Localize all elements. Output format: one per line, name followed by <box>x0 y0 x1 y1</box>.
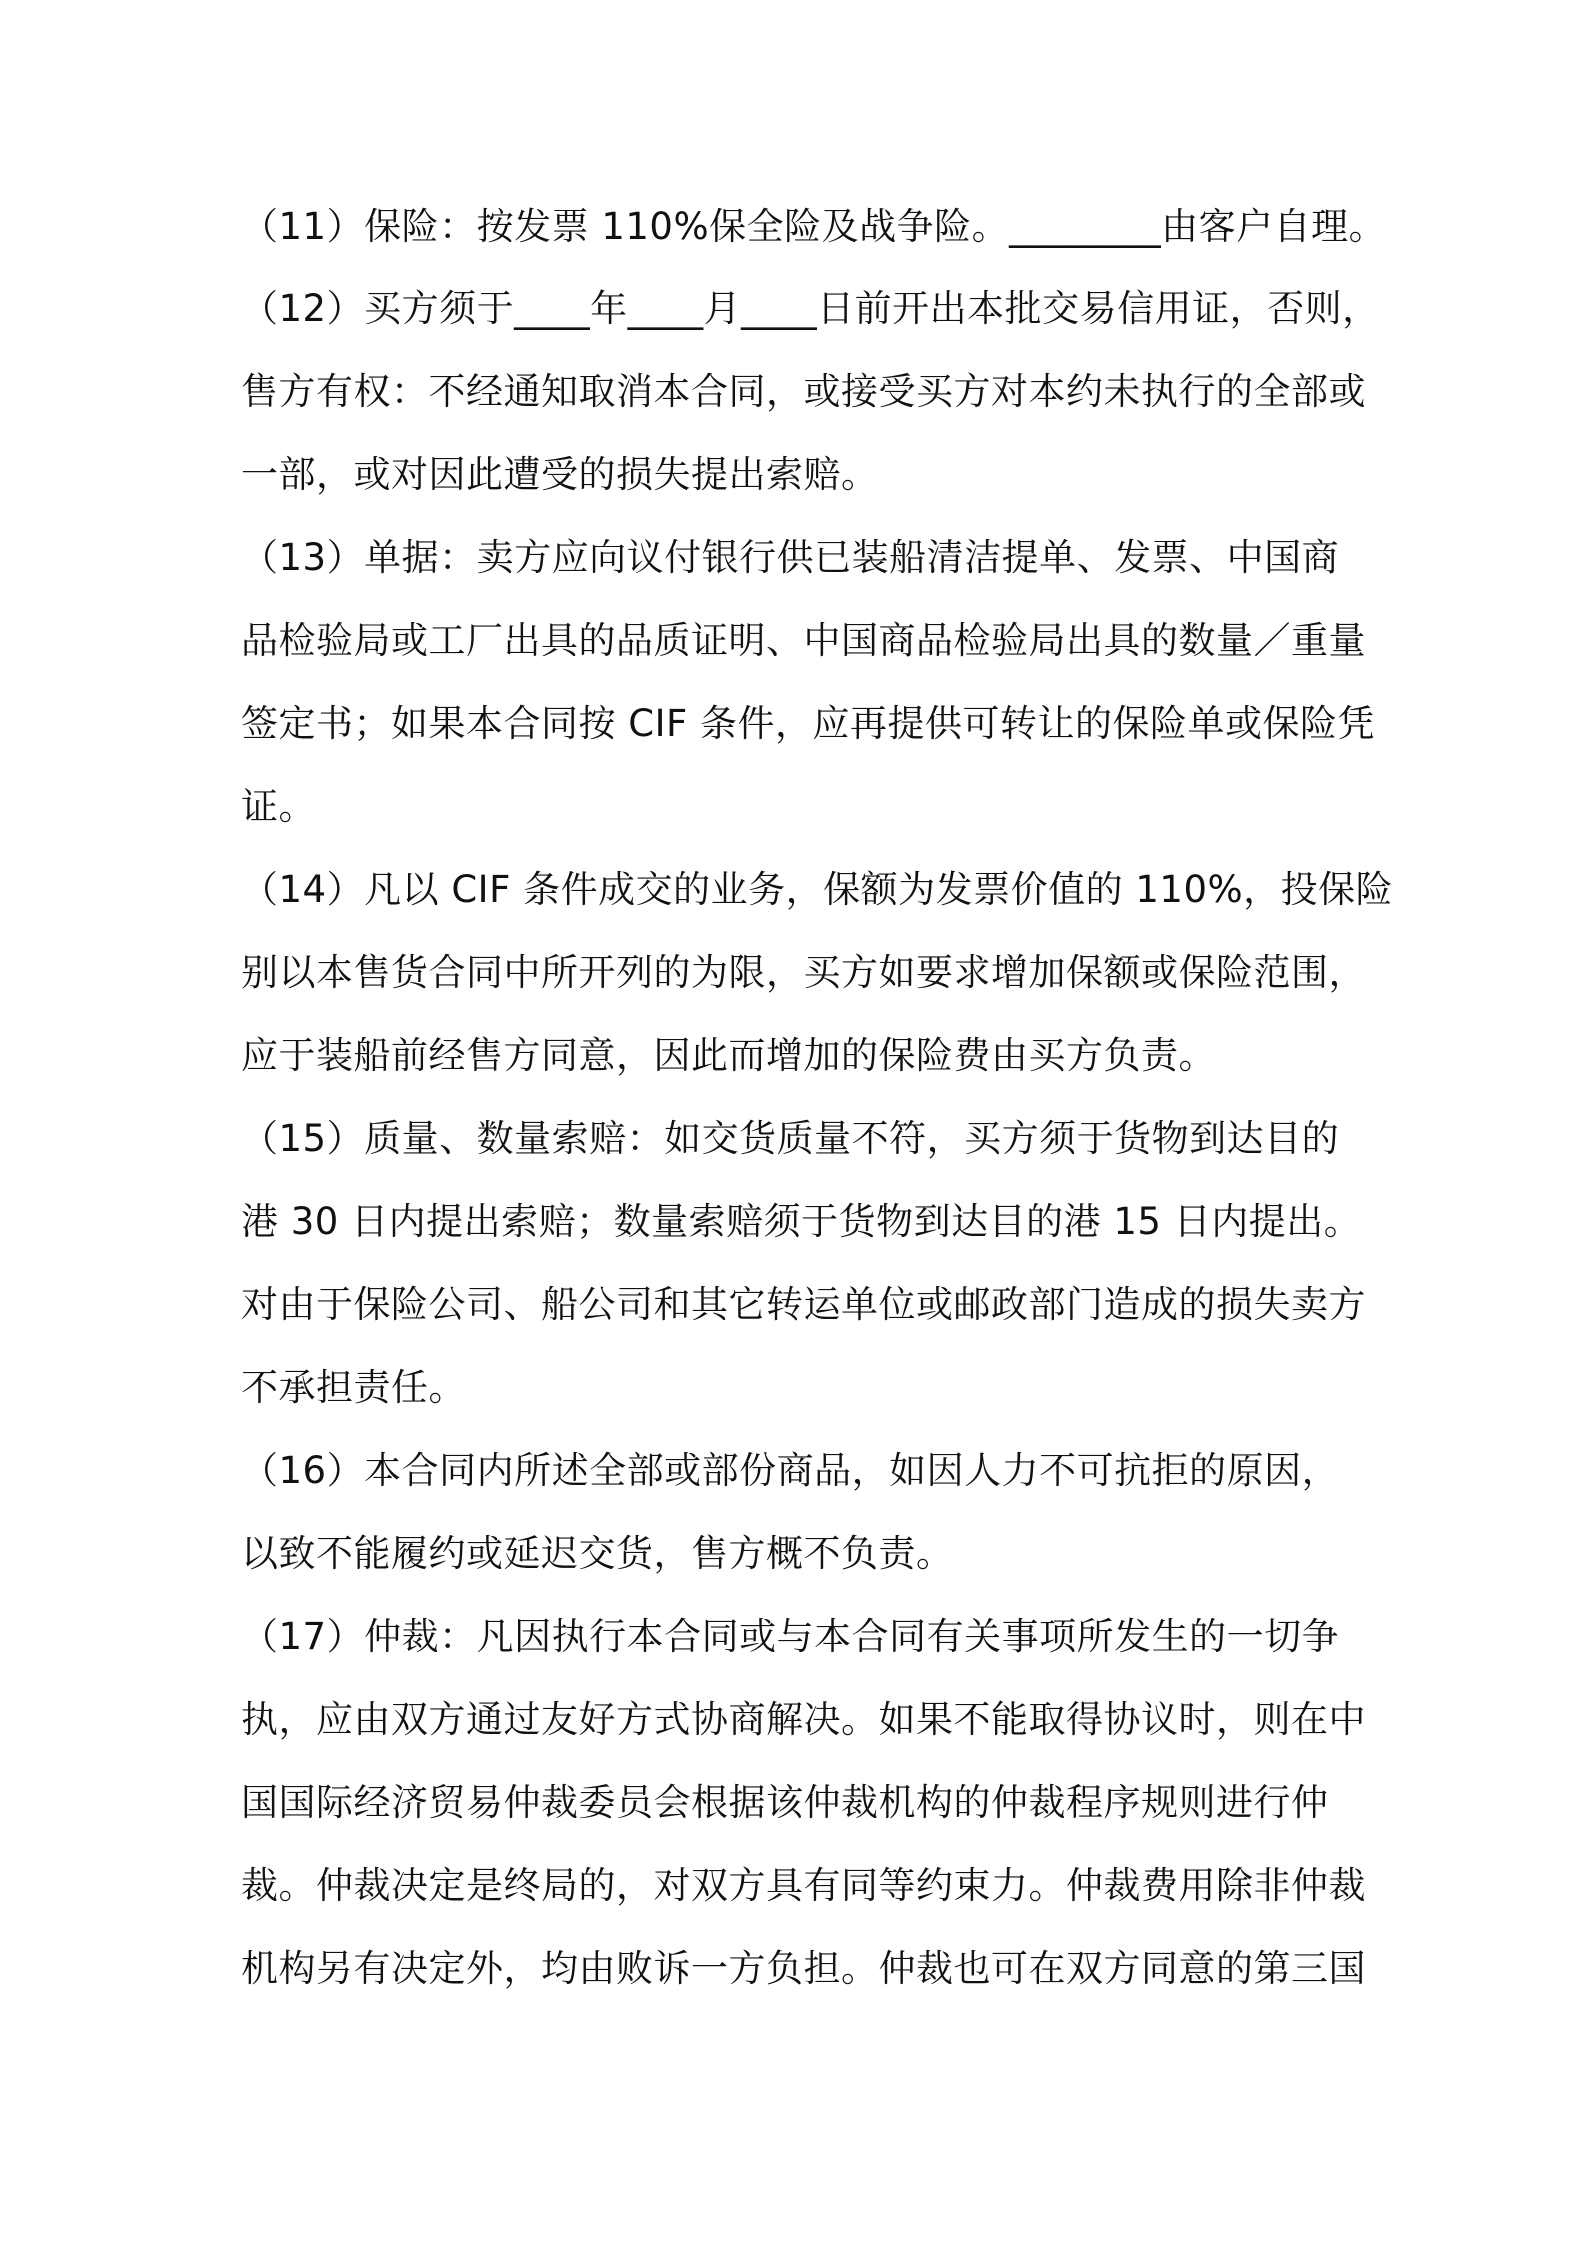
clause-14-line-1: （14）凡以 CIF 条件成交的业务，保额为发票价值的 110%，投保险 <box>241 868 1394 911</box>
clause-15-line-2: 港 30 日内提出索赔；数量索赔须于货物到达目的港 15 日内提出。 <box>241 1200 1362 1243</box>
clause-14-line-2: 别以本售货合同中所开列的为限，买方如要求增加保额或保险范围， <box>241 951 1366 994</box>
clause-17-line-3: 国国际经济贸易仲裁委员会根据该仲裁机构的仲裁程序规则进行仲 <box>241 1781 1329 1824</box>
clause-15-line-1: （15）质量、数量索赔：如交货质量不符，买方须于货物到达目的 <box>241 1117 1340 1160</box>
clause-17-line-5: 机构另有决定外，均由败诉一方负担。仲裁也可在双方同意的第三国 <box>241 1947 1366 1990</box>
clause-17-line-1: （17）仲裁：凡因执行本合同或与本合同有关事项所发生的一切争 <box>241 1615 1340 1658</box>
clause-13-line-3: 签定书；如果本合同按 CIF 条件，应再提供可转让的保险单或保险凭 <box>241 702 1376 745</box>
clause-12-line-2: 售方有权：不经通知取消本合同，或接受买方对本约未执行的全部或 <box>241 370 1366 413</box>
clause-14-line-3: 应于装船前经售方同意，因此而增加的保险费由买方负责。 <box>241 1034 1216 1077</box>
clause-16-line-1: （16）本合同内所述全部或部份商品，如因人力不可抗拒的原因， <box>241 1449 1340 1492</box>
clause-12-line-3: 一部，或对因此遭受的损失提出索赔。 <box>241 453 879 496</box>
clause-16-line-2: 以致不能履约或延迟交货，售方概不负责。 <box>241 1532 954 1575</box>
clause-13-line-1: （13）单据：卖方应向议付银行供已装船清洁提单、发票、中国商 <box>241 536 1340 579</box>
clause-12-line-1: （12）买方须于____年____月____日前开出本批交易信用证，否则， <box>241 287 1380 330</box>
clause-13-line-2: 品检验局或工厂出具的品质证明、中国商品检验局出具的数量／重量 <box>241 619 1366 662</box>
clause-17-line-4: 裁。仲裁决定是终局的，对双方具有同等约束力。仲裁费用除非仲裁 <box>241 1864 1366 1907</box>
clause-15-line-3: 对由于保险公司、船公司和其它转运单位或邮政部门造成的损失卖方 <box>241 1283 1366 1326</box>
clause-15-line-4: 不承担责任。 <box>241 1366 466 1409</box>
clause-13-line-4: 证。 <box>241 785 316 828</box>
clause-11-line-1: （11）保险：按发票 110%保全险及战争险。________由客户自理。 <box>241 205 1387 248</box>
clause-17-line-2: 执，应由双方通过友好方式协商解决。如果不能取得协议时，则在中 <box>241 1698 1366 1741</box>
